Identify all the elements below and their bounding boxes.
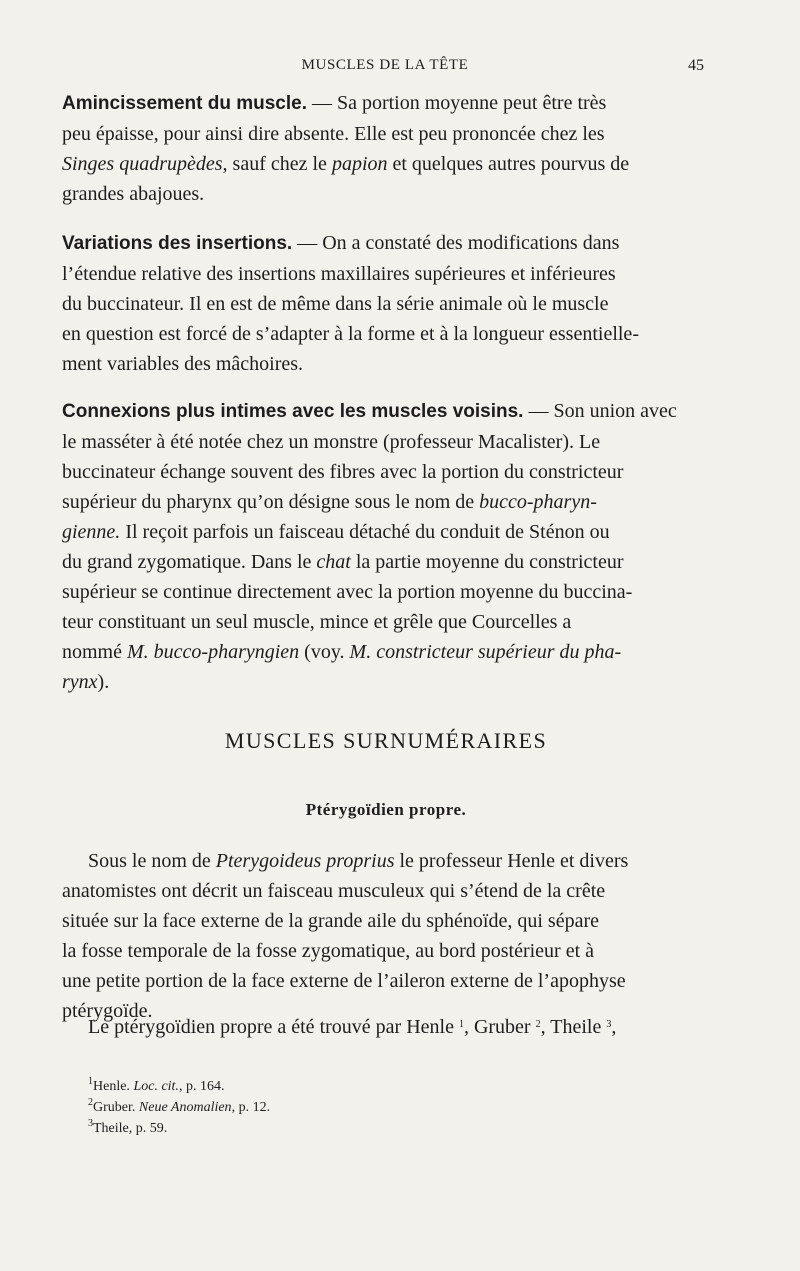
italic-span: chat [316,551,351,573]
paragraph-connexions [62,396,710,697]
footnote-number: 3 [88,1118,93,1129]
text-span: , p. 164. [178,1079,225,1094]
section-title: MUSCLES SURNUMÉRAIRES [224,728,548,753]
text-line [62,228,710,259]
text-span: — On a constaté des modifications dans [292,232,620,254]
text-line [62,637,710,667]
text-span: la partie moyenne du constricteur [350,551,624,573]
text-span: Henle. [93,1079,134,1094]
text-span: supérieur du pharynx qu’on désigne sous le nom de [62,491,480,513]
page-number: 45 [688,57,704,74]
text-line [62,396,710,427]
text-span: (voy. [299,641,350,663]
text-span: — Son union avec [523,400,677,422]
text-line [62,149,710,179]
italic-span: M. bucco-pharyngien [127,641,300,663]
italic-span: papion [331,153,388,175]
text-line: du buccinateur. Il en est de même dans la série animale où le muscle [62,293,609,315]
text-span: Le ptérygoïdien propre a été trouvé par Henle [88,1016,459,1038]
text-line: située sur la face externe de la grande aile du sphénoïde, qui sépare [62,910,599,932]
text-span: , p. 12. [231,1100,271,1115]
text-line [62,487,710,517]
text-line [62,1012,710,1042]
text-line [62,667,710,697]
text-line: peu épaisse, pour ainsi dire absente. Elle est peu prononcée chez les [62,123,605,145]
paragraph-pterygoidien [62,846,710,1026]
italic-span: Pterygoideus proprius [215,850,395,872]
footnote [88,1118,270,1139]
text-line: ment variables des mâchoires. [62,353,304,375]
paragraph-variations [62,228,710,379]
italic-span: Loc. cit. [133,1079,179,1094]
text-line [62,517,710,547]
text-span: et quelques autres pourvus de [387,153,630,175]
text-span: le professeur Henle et divers [394,850,629,872]
text-line: supérieur se continue directement avec la portion moyenne du buccina- [62,581,633,603]
text-span: sauf chez le [227,153,332,175]
text-line [62,846,710,876]
italic-span: gienne. [62,521,121,543]
text-line: la fosse temporale de la fosse zygomatique, au bord postérieur et à [62,940,595,962]
text-line: le masséter à été notée chez un monstre (professeur Macalister). Le [62,431,601,453]
subsection-title: Ptérygoïdien propre. [305,800,467,819]
text-line: teur constituant un seul muscle, mince et grêle que Courcelles a [62,611,572,633]
text-span: du grand zygomatique. Dans le [62,551,317,573]
text-line: une petite portion de la face externe de l’aileron externe de l’apophyse [62,970,626,992]
footnote-number: 1 [88,1076,93,1087]
text-line: buccinateur échange souvent des fibres avec la portion du constricteur [62,461,624,483]
text-span: ). [97,671,110,693]
text-line [62,88,710,119]
text-line: anatomistes ont décrit un faisceau musculeux qui s’étend de la crête [62,880,606,902]
text-span: Theile, p. 59. [93,1121,168,1136]
text-span: , Theile [540,1016,607,1038]
paragraph-trouve [62,1012,710,1042]
italic-span: Singes quadrupèdes, [62,153,228,175]
text-span: Il reçoit parfois un faisceau détaché du conduit de Sténon ou [120,521,610,543]
text-span: — Sa portion moyenne peut être très [306,92,607,114]
text-line: l’étendue relative des insertions maxillaires supérieures et inférieures [62,263,616,285]
footnote [88,1076,270,1097]
footnote-number: 2 [88,1097,93,1108]
paragraph-heading: Variations des insertions. [62,233,293,254]
footnote-ref: 2 [535,1019,541,1030]
text-line: grandes abajoues. [62,183,205,205]
text-line: en question est forcé de s’adapter à la forme et à la longueur essentielle- [62,323,639,345]
paragraph-amincissement [62,88,710,209]
italic-span: bucco-pharyn- [479,491,597,513]
text-line: ptérygoïde. [62,1000,153,1022]
paragraph-heading: Amincissement du muscle. [62,93,307,114]
italic-span: M. constricteur supérieur du pha- [349,641,622,663]
text-span: Sous le nom de [88,850,216,872]
paragraph-heading: Connexions plus intimes avec les muscles voisins. [62,401,524,422]
footnote-ref: 3 [606,1019,612,1030]
text-line [62,547,710,577]
running-head: MUSCLES DE LA TÊTE [301,57,469,73]
text-span: , Gruber [463,1016,536,1038]
text-span: Gruber. [93,1100,139,1115]
italic-span: rynx [62,671,98,693]
text-span: nommé [62,641,127,663]
footnote-ref: 1 [458,1019,464,1030]
footnotes [88,1076,270,1139]
italic-span: Neue Anomalien [138,1100,232,1115]
footnote [88,1097,270,1118]
text-span: , [611,1016,617,1038]
